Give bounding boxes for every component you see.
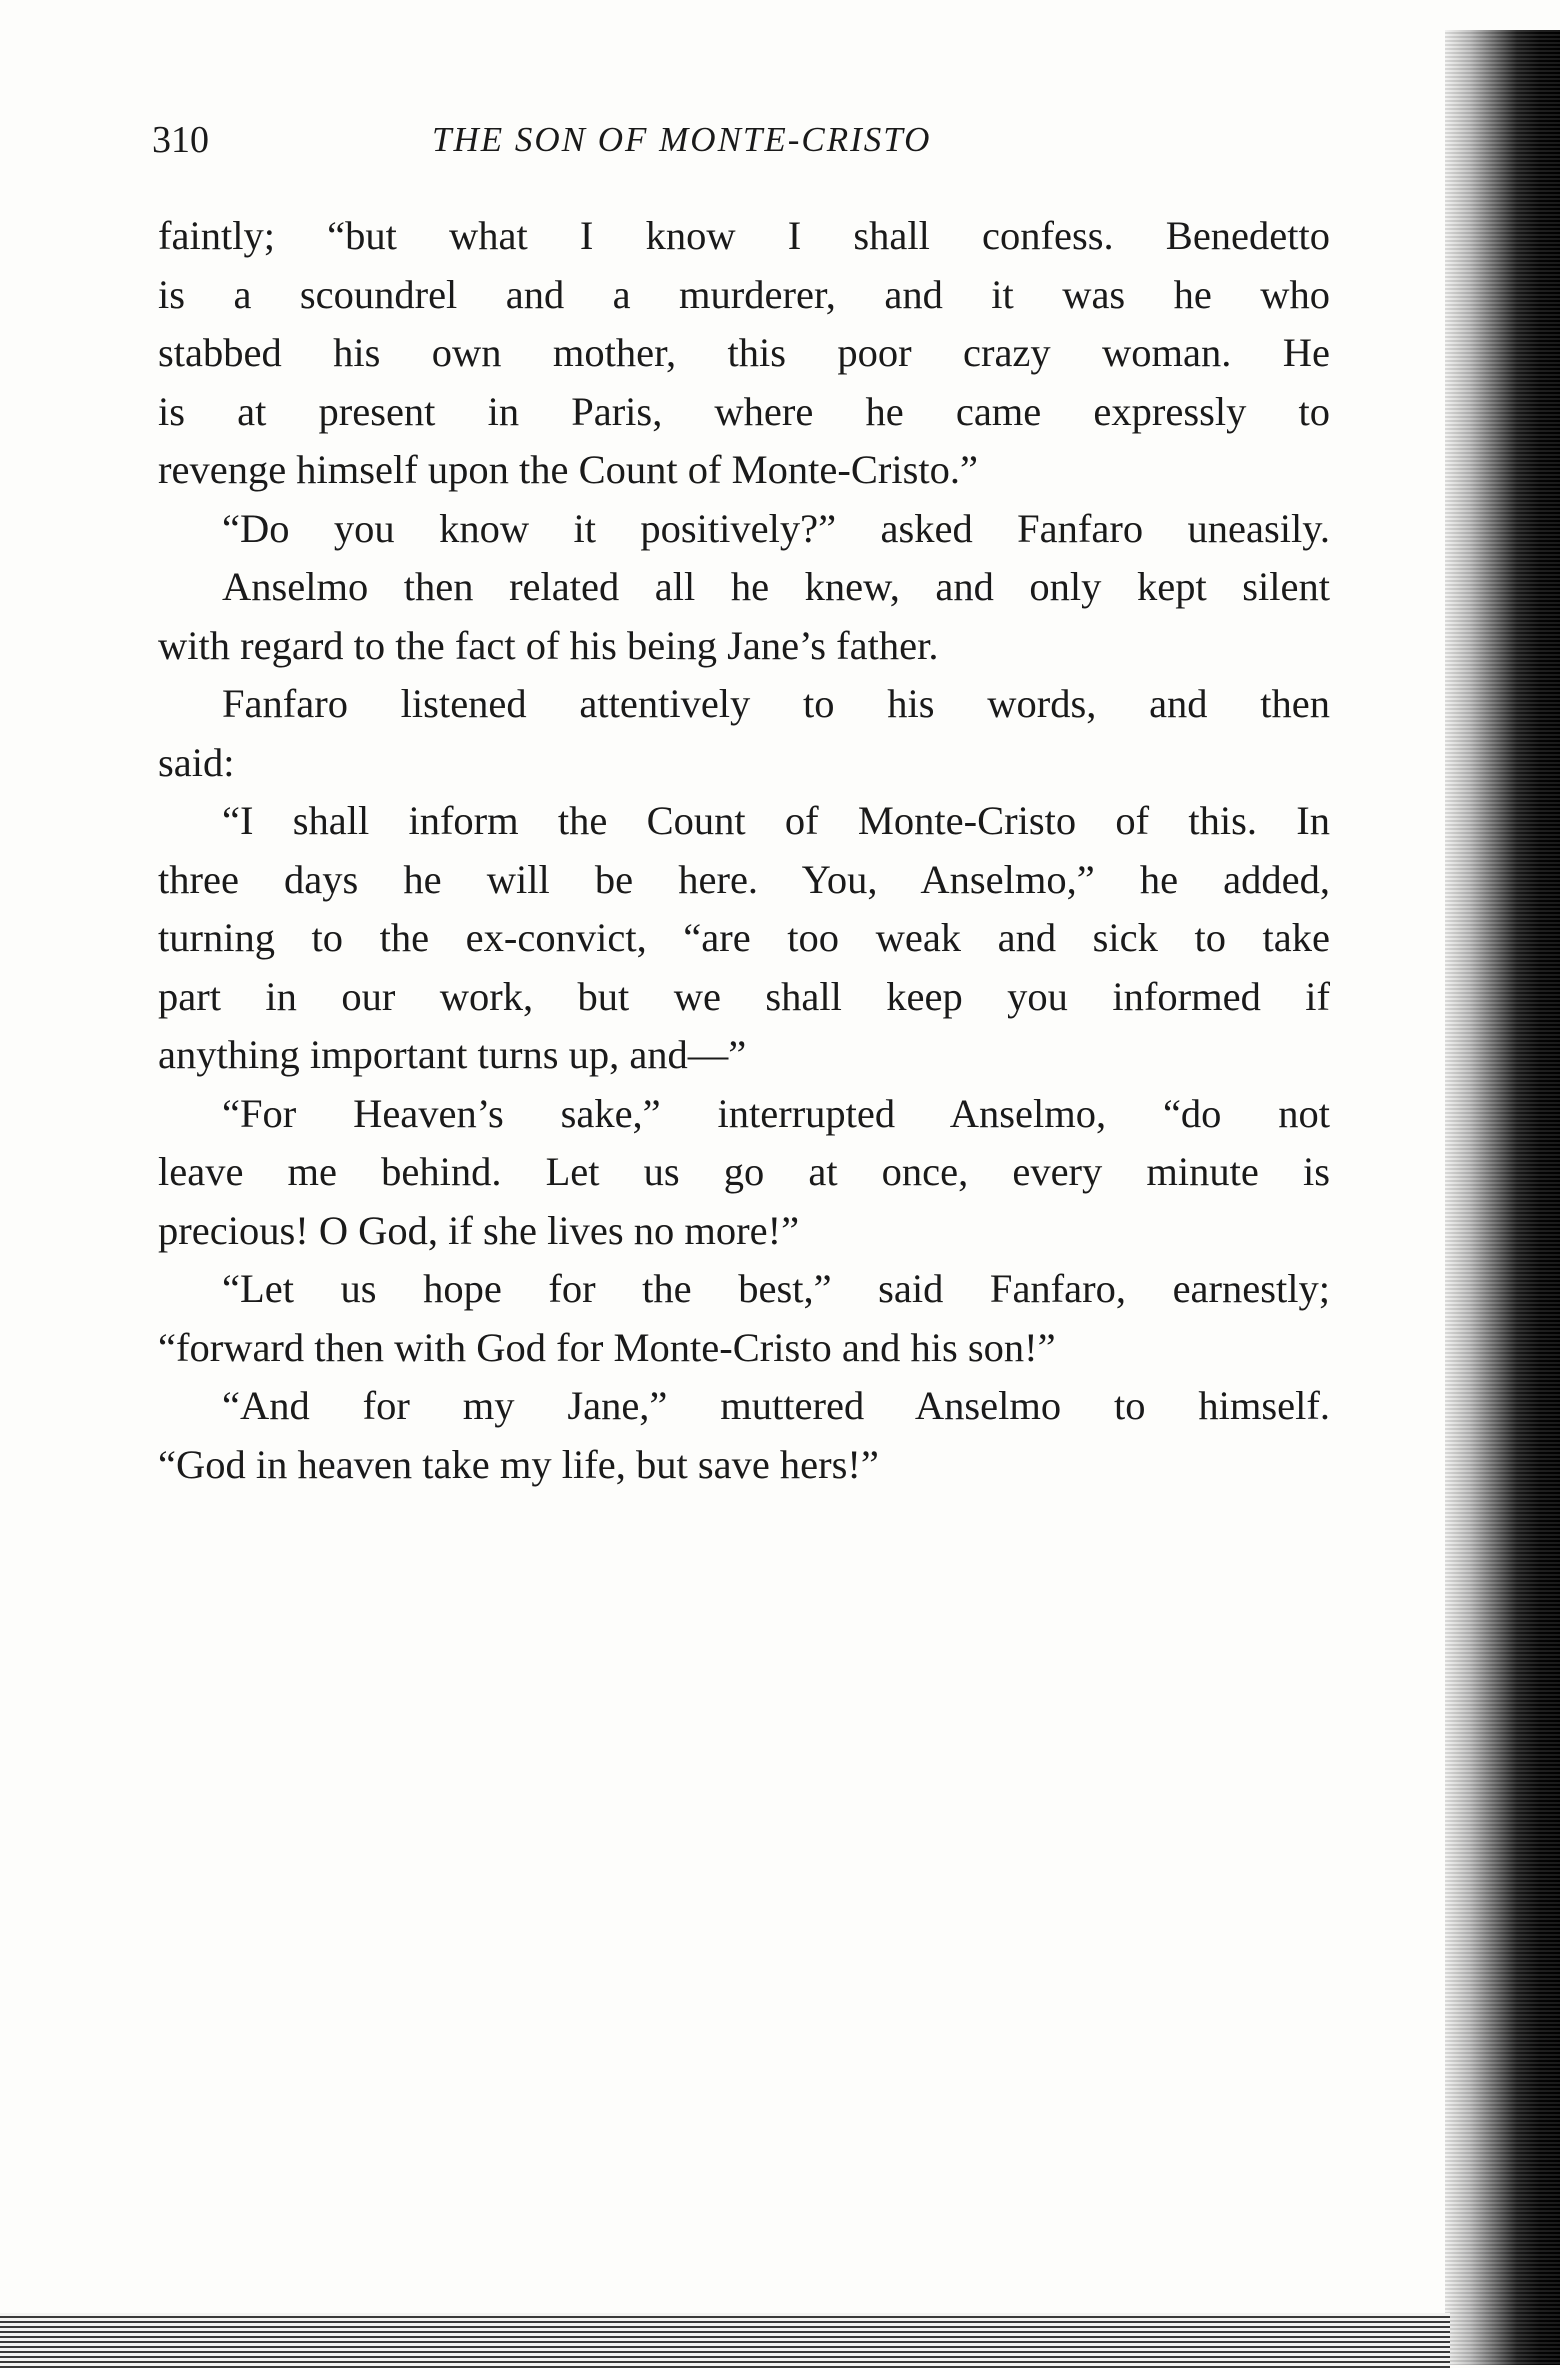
text-line: three days he will be here. You, Anselmo,” he added,	[158, 856, 1330, 902]
text-line: Anselmo then related all he knew, and only kept silent	[222, 564, 1330, 609]
text-line: leave me behind. Let us go at once, every minute is	[158, 1149, 1330, 1194]
text-line: revenge himself upon the Count of Monte-Cristo.”	[158, 447, 978, 492]
page-header	[152, 118, 1342, 178]
text-line: with regard to the fact of his being Jane’s father.	[158, 622, 939, 668]
body-text	[158, 207, 1330, 1494]
text-line: is at present in Paris, where he came expressly to	[158, 388, 1330, 434]
scan-edge-shadow	[1445, 30, 1560, 2365]
text-line: Fanfaro listened attentively to his words, and then	[222, 681, 1330, 726]
text-line: “For Heaven’s sake,” interrupted Anselmo, “do not	[222, 1090, 1330, 1136]
text-line: stabbed his own mother, this poor crazy woman. He	[158, 330, 1330, 375]
text-line: “God in heaven take my life, but save hers!”	[158, 1441, 879, 1487]
text-line: “Do you know it positively?” asked Fanfaro uneasily.	[222, 505, 1330, 551]
text-line: faintly; “but what I know I shall confess. Benedetto	[158, 213, 1330, 258]
text-line: “I shall inform the Count of Monte-Cristo of this. In	[222, 798, 1330, 843]
text-line: precious! O God, if she lives no more!”	[158, 1207, 800, 1253]
page-number: 310	[152, 119, 209, 161]
text-line: “And for my Jane,” muttered Anselmo to himself.	[222, 1383, 1330, 1428]
text-line: part in our work, but we shall keep you informed if	[158, 973, 1330, 1019]
running-title: THE SON OF MONTE-CRISTO	[432, 120, 932, 159]
text-line: is a scoundrel and a murderer, and it was he who	[158, 271, 1330, 317]
text-line: “Let us hope for the best,” said Fanfaro, earnestly;	[222, 1266, 1330, 1311]
text-line: anything important turns up, and—”	[158, 1032, 747, 1077]
text-line: turning to the ex-convict, “are too weak and sick to take	[158, 915, 1330, 960]
text-line: said:	[158, 739, 235, 785]
text-line: “forward then with God for Monte-Cristo and his son!”	[158, 1324, 1056, 1370]
scan-bottom-artifact	[0, 2313, 1450, 2368]
